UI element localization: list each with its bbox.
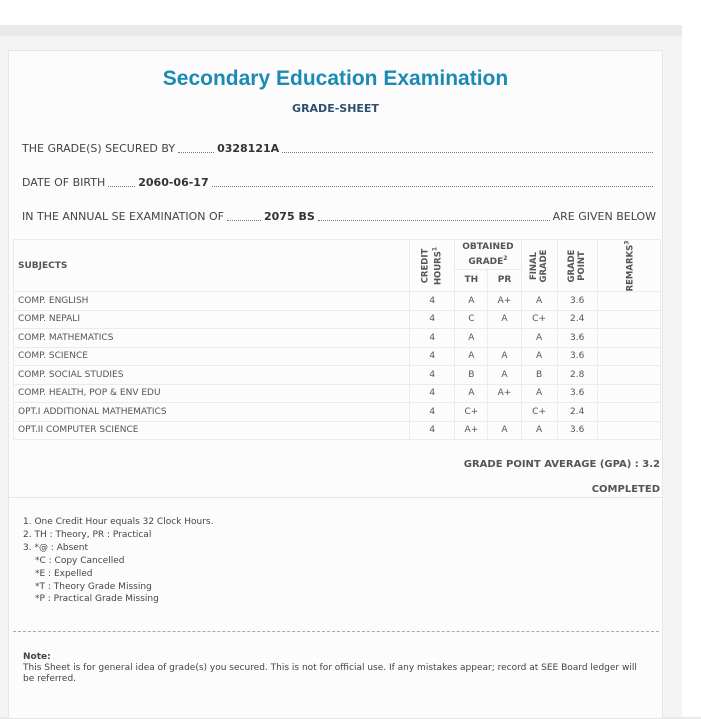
dob-value: 2060-06-17 <box>138 175 209 189</box>
leader-dots <box>282 152 653 153</box>
cell-remarks <box>597 329 660 348</box>
leader-dots <box>178 152 214 153</box>
cell-th: B <box>455 366 488 385</box>
divider <box>9 497 662 498</box>
dob-label: DATE OF BIRTH <box>22 175 106 189</box>
leader-dots <box>227 220 261 221</box>
header-credit-hours <box>410 240 455 292</box>
cell-credit: 4 <box>410 366 455 385</box>
header-final-grade <box>521 240 557 292</box>
cell-credit: 4 <box>410 347 455 366</box>
secured-by-label: THE GRADE(S) SECURED BY <box>22 141 176 155</box>
cell-credit: 4 <box>410 384 455 403</box>
page-subtitle: GRADE-SHEET <box>292 102 379 115</box>
footnote-ref-3: 3 <box>623 240 631 245</box>
note-item: *T : Theory Grade Missing <box>35 581 152 592</box>
cell-th: A+ <box>455 421 488 440</box>
cell-remarks <box>597 403 660 422</box>
leader-dots <box>108 186 135 187</box>
note-item: *C : Copy Cancelled <box>35 555 125 566</box>
leader-dots <box>318 220 550 221</box>
cell-subject: OPT.II COMPUTER SCIENCE <box>14 421 410 440</box>
disclaimer-label: Note: <box>23 652 51 662</box>
cell-credit: 4 <box>410 403 455 422</box>
cell-pr: A <box>488 310 521 329</box>
cell-subject: COMP. SOCIAL STUDIES <box>14 366 410 385</box>
cell-remarks <box>597 310 660 329</box>
notes-list <box>23 516 213 606</box>
header-final-grade-text: GRADE <box>539 249 550 282</box>
symbol-number: 0328121A <box>217 141 280 155</box>
cell-th: C+ <box>455 403 488 422</box>
note-item: *E : Expelled <box>35 568 93 579</box>
cell-final: C+ <box>521 403 557 422</box>
table-row <box>14 292 661 311</box>
cell-pr: A <box>488 421 521 440</box>
header-remarks-text: REMARKS <box>625 244 636 291</box>
table-row <box>14 366 661 385</box>
dashed-divider <box>13 631 659 632</box>
note-item: *P : Practical Grade Missing <box>35 594 159 605</box>
exam-line <box>22 209 656 223</box>
cell-credit: 4 <box>410 292 455 311</box>
cell-credit: 4 <box>410 329 455 348</box>
status-completed: COMPLETED <box>591 484 660 495</box>
header-th: TH <box>455 269 488 291</box>
cell-point: 3.6 <box>557 292 597 311</box>
cell-th: A <box>455 329 488 348</box>
grade-sheet <box>8 50 663 719</box>
disclaimer <box>23 652 649 685</box>
header-subjects: SUBJECTS <box>14 240 410 292</box>
header-hours-text: HOURS <box>433 250 444 285</box>
header-grade-word: GRADE <box>567 249 578 282</box>
cell-final: A <box>521 329 557 348</box>
cell-point: 2.4 <box>557 310 597 329</box>
given-below-label: ARE GIVEN BELOW <box>552 209 656 223</box>
cell-point: 3.6 <box>557 384 597 403</box>
cell-subject: OPT.I ADDITIONAL MATHEMATICS <box>14 403 410 422</box>
cell-pr <box>488 403 521 422</box>
secured-by-line <box>22 141 656 155</box>
cell-final: A <box>521 421 557 440</box>
cell-final: C+ <box>521 310 557 329</box>
scrollbar-rail[interactable] <box>682 25 701 717</box>
note-item: 1. One Credit Hour equals 32 Clock Hours. <box>23 517 214 527</box>
cell-subject: COMP. SCIENCE <box>14 347 410 366</box>
top-bar <box>0 0 701 25</box>
exam-label: IN THE ANNUAL SE EXAMINATION OF <box>22 209 224 223</box>
cell-pr: A+ <box>488 384 521 403</box>
table-row <box>14 329 661 348</box>
header-point-text: POINT <box>577 250 588 281</box>
gpa-summary: GRADE POINT AVERAGE (GPA) : 3.2 <box>463 459 660 470</box>
cell-th: C <box>455 310 488 329</box>
footnote-ref-1: 1 <box>431 246 439 251</box>
header-obtained-text: OBTAINED <box>462 241 514 252</box>
cell-remarks <box>597 421 660 440</box>
cell-credit: 4 <box>410 421 455 440</box>
cell-remarks <box>597 366 660 385</box>
cell-remarks <box>597 384 660 403</box>
cell-credit: 4 <box>410 310 455 329</box>
note-item: 3. *@ : Absent <box>23 542 89 553</box>
cell-remarks <box>597 292 660 311</box>
cell-final: A <box>521 292 557 311</box>
cell-pr <box>488 329 521 348</box>
grades-table <box>13 239 661 440</box>
header-obtained-grade <box>455 240 521 270</box>
cell-pr: A <box>488 347 521 366</box>
table-row <box>14 403 661 422</box>
page-title: Secondary Education Examination <box>162 67 509 90</box>
cell-remarks <box>597 347 660 366</box>
cell-subject: COMP. HEALTH, POP & ENV EDU <box>14 384 410 403</box>
cell-final: A <box>521 384 557 403</box>
page-background <box>0 36 682 717</box>
cell-pr: A+ <box>488 292 521 311</box>
cell-subject: COMP. MATHEMATICS <box>14 329 410 348</box>
cell-subject: COMP. NEPALI <box>14 310 410 329</box>
dob-line <box>22 175 656 189</box>
header-pr: PR <box>488 269 521 291</box>
header-credit-text: CREDIT <box>420 248 431 283</box>
table-row <box>14 310 661 329</box>
cell-final: A <box>521 347 557 366</box>
leader-dots <box>212 186 653 187</box>
table-row <box>14 347 661 366</box>
table-row <box>14 384 661 403</box>
cell-pr: A <box>488 366 521 385</box>
header-final-text: FINAL <box>529 251 540 280</box>
cell-final: B <box>521 366 557 385</box>
cell-point: 2.4 <box>557 403 597 422</box>
header-grade-point <box>557 240 597 292</box>
cell-th: A <box>455 347 488 366</box>
footnote-ref-2: 2 <box>503 254 508 262</box>
header-grade-text: GRADE <box>468 256 504 267</box>
cell-point: 2.8 <box>557 366 597 385</box>
cell-point: 3.6 <box>557 421 597 440</box>
cell-point: 3.6 <box>557 347 597 366</box>
disclaimer-text: This Sheet is for general idea of grade(s) you secured. This is not for official use. If any mistakes appear; record at SEE Board ledger will be referred. <box>23 663 637 684</box>
header-remarks <box>597 240 660 292</box>
cell-subject: COMP. ENGLISH <box>14 292 410 311</box>
note-item: 2. TH : Theory, PR : Practical <box>23 529 152 540</box>
table-row <box>14 421 661 440</box>
exam-year: 2075 BS <box>264 209 315 223</box>
cell-th: A <box>455 384 488 403</box>
cell-th: A <box>455 292 488 311</box>
cell-point: 3.6 <box>557 329 597 348</box>
